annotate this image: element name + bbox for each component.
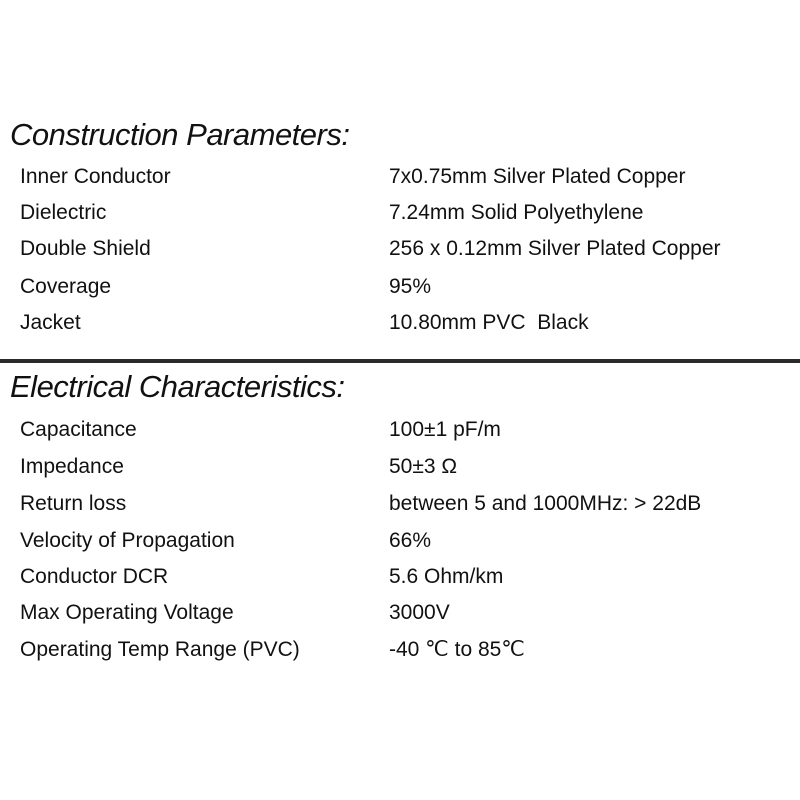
row-value: 100±1 pF/m	[389, 418, 501, 441]
table-row	[0, 305, 800, 341]
row-value: 256 x 0.12mm Silver Plated Copper	[389, 237, 721, 260]
construction-title: Construction Parameters:	[10, 117, 350, 152]
table-row	[0, 559, 800, 595]
section-divider	[0, 359, 800, 363]
table-row	[0, 632, 800, 668]
table-row	[0, 449, 800, 485]
row-value: 10.80mm PVC Black	[389, 311, 589, 334]
row-label: Return loss	[20, 492, 127, 515]
row-value: 95%	[389, 275, 432, 298]
row-value: 7x0.75mm Silver Plated Copper	[389, 165, 686, 188]
row-value: -40 ℃ to 85℃	[389, 638, 525, 661]
row-value: 3000V	[389, 601, 450, 624]
row-label: Jacket	[20, 311, 81, 334]
row-value: 66%	[389, 529, 432, 552]
row-value: 7.24mm Solid Polyethylene	[389, 201, 644, 224]
table-row	[0, 231, 800, 267]
table-row	[0, 595, 800, 631]
row-label: Operating Temp Range (PVC)	[20, 638, 300, 661]
row-value: 50±3 Ω	[389, 455, 458, 478]
row-label: Inner Conductor	[20, 165, 171, 188]
table-row	[0, 412, 800, 448]
table-row	[0, 486, 800, 522]
electrical-title: Electrical Characteristics:	[10, 369, 345, 404]
table-row	[0, 269, 800, 305]
row-label: Double Shield	[20, 237, 151, 260]
table-row	[0, 159, 800, 195]
table-row	[0, 195, 800, 231]
row-label: Velocity of Propagation	[20, 529, 235, 552]
row-value: between 5 and 1000MHz: > 22dB	[389, 492, 702, 515]
row-label: Max Operating Voltage	[20, 601, 234, 624]
table-row	[0, 523, 800, 559]
row-label: Conductor DCR	[20, 565, 169, 588]
row-label: Dielectric	[20, 201, 107, 224]
row-value: 5.6 Ohm/km	[389, 565, 504, 588]
row-label: Impedance	[20, 455, 124, 478]
row-label: Capacitance	[20, 418, 137, 441]
row-label: Coverage	[20, 275, 112, 298]
